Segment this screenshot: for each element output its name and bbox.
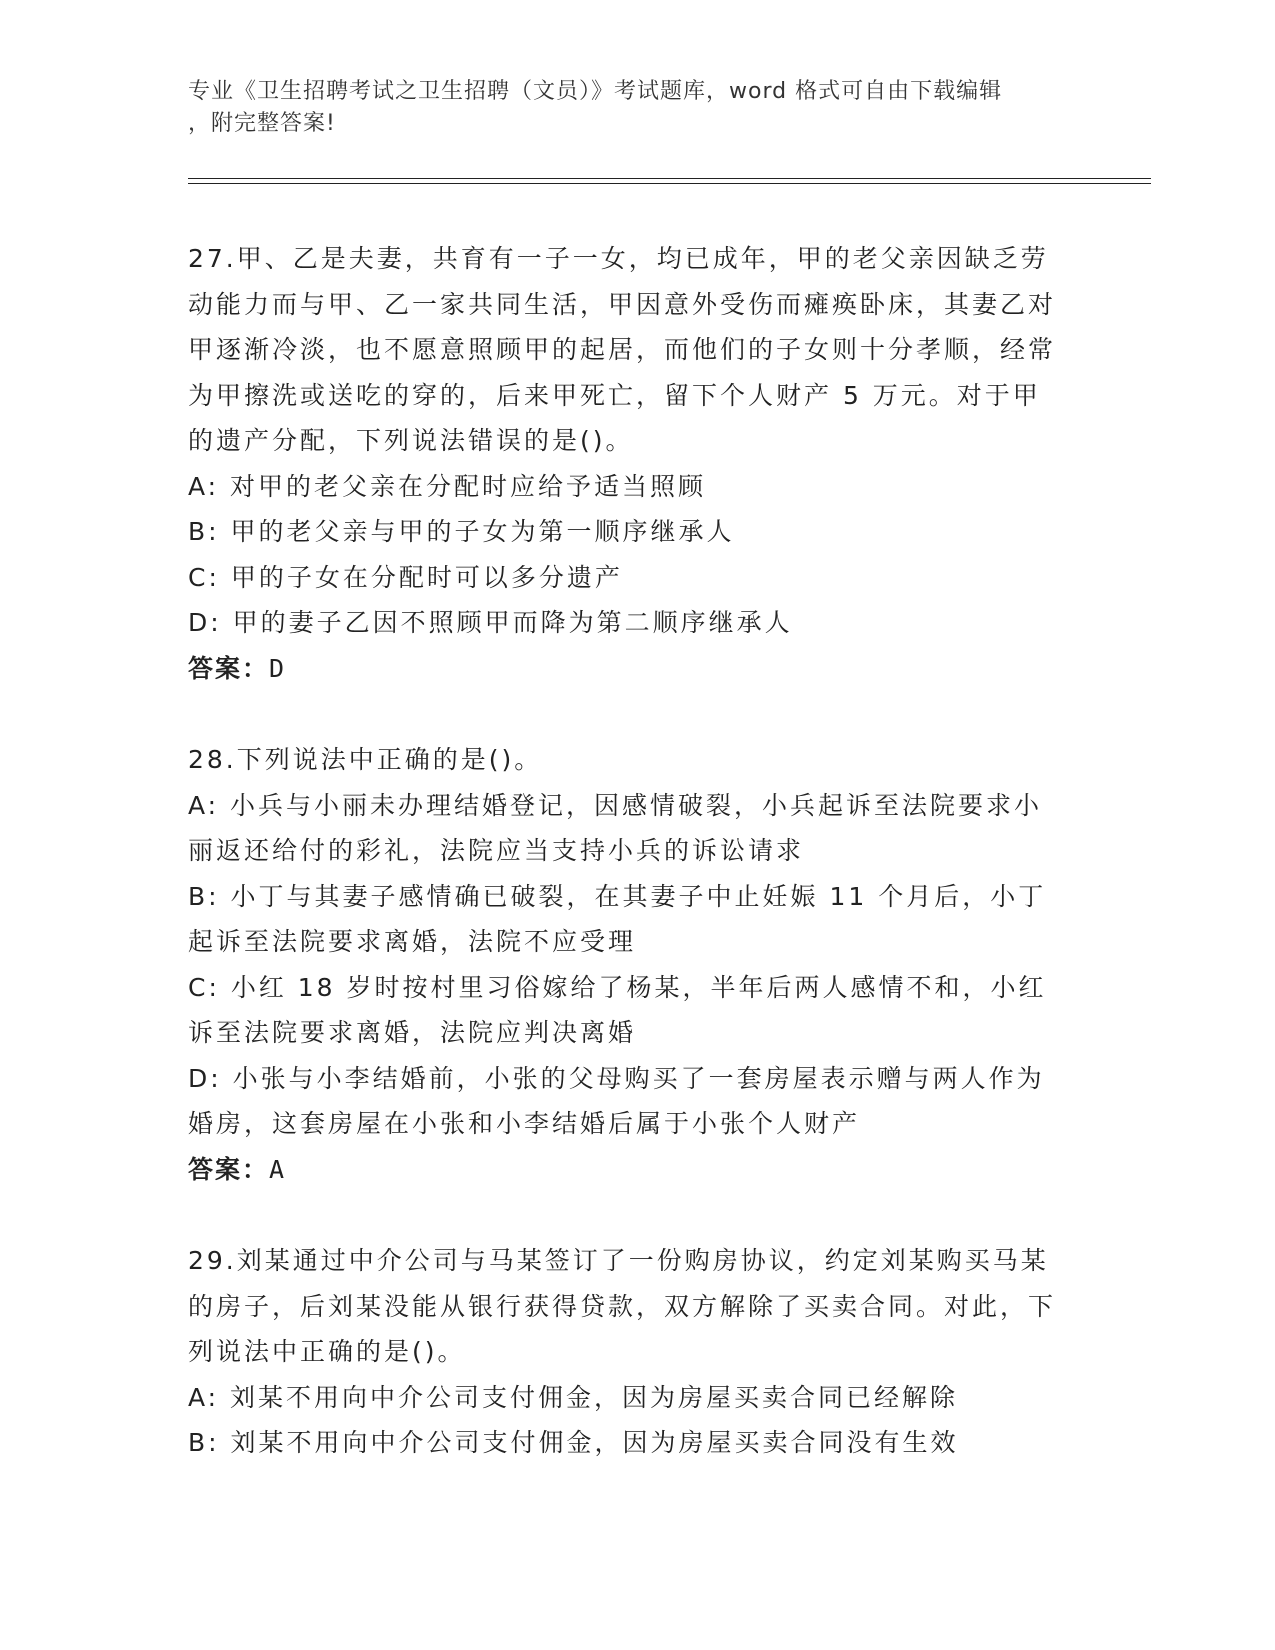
- question-27: [188, 236, 1068, 691]
- question-text: 甲、乙是夫妻，共育有一子一女，均已成年，甲的老父亲因缺乏劳动能力而与甲、乙一家共同生活，甲因意外受伤而瘫痪卧床，其妻乙对甲逐渐冷淡，也不愿意照顾甲的起居，而他们的子女则十分孝顺，经常为甲擦洗或送吃的穿的，后来甲死亡，留下个人财产 5 万元。对于甲的遗产分配，下列说法错误的是()。: [188, 244, 1057, 455]
- option-b: B: 小丁与其妻子感情确已破裂，在其妻子中止妊娠 11 个月后，小丁起诉至法院要求离婚，法院不应受理: [188, 881, 1047, 956]
- option-a: A: 对甲的老父亲在分配时应给予适当照顾: [188, 471, 707, 501]
- answer-value: A: [269, 1154, 287, 1184]
- question-text: 下列说法中正确的是()。: [236, 745, 543, 774]
- question-stem: [188, 1238, 1068, 1375]
- answer-label: 答案：: [188, 653, 270, 683]
- option-c: C: 甲的子女在分配时可以多分遗产: [188, 562, 623, 592]
- option-d: D: 甲的妻子乙因不照顾甲而降为第二顺序继承人: [188, 608, 793, 637]
- header-divider: [188, 178, 1151, 184]
- answer-line: [188, 646, 1068, 692]
- answer-line: [188, 1147, 1068, 1193]
- header-line-2: ，附完整答案!: [188, 111, 336, 136]
- question-number: 28.: [188, 745, 237, 774]
- question-number: 29.: [188, 1246, 237, 1275]
- question-list: [188, 236, 1068, 1466]
- option-b: B: 刘某不用向中介公司支付佣金，因为房屋买卖合同没有生效: [188, 1428, 959, 1457]
- option-c: C: 小红 18 岁时按村里习俗嫁给了杨某，半年后两人感情不和，小红诉至法院要求离婚，法院应判决离婚: [188, 972, 1047, 1047]
- document-header: [188, 76, 1068, 140]
- question-28: [188, 737, 1068, 1192]
- question-number: 27.: [188, 244, 237, 273]
- question-text: 刘某通过中介公司与马某签订了一份购房协议，约定刘某购买马某的房子，后刘某没能从银行获得贷款，双方解除了买卖合同。对此，下列说法中正确的是()。: [188, 1246, 1057, 1366]
- option-b: B: 甲的老父亲与甲的子女为第一顺序继承人: [188, 517, 735, 546]
- question-stem: [188, 236, 1068, 464]
- option-a: A: 小兵与小丽未办理结婚登记，因感情破裂，小兵起诉至法院要求小丽返还给付的彩礼，法院应当支持小兵的诉讼请求: [188, 790, 1043, 865]
- answer-label: 答案：: [188, 1154, 270, 1184]
- question-29: [188, 1238, 1068, 1466]
- option-d: D: 小张与小李结婚前，小张的父母购买了一套房屋表示赠与两人作为婚房，这套房屋在小张和小李结婚后属于小张个人财产: [188, 1063, 1045, 1138]
- question-stem: [188, 737, 1068, 783]
- answer-value: D: [269, 653, 287, 683]
- option-a: A: 刘某不用向中介公司支付佣金，因为房屋买卖合同已经解除: [188, 1382, 959, 1412]
- header-line-1: 专业《卫生招聘考试之卫生招聘（文员）》考试题库，word 格式可自由下载编辑: [188, 79, 1003, 104]
